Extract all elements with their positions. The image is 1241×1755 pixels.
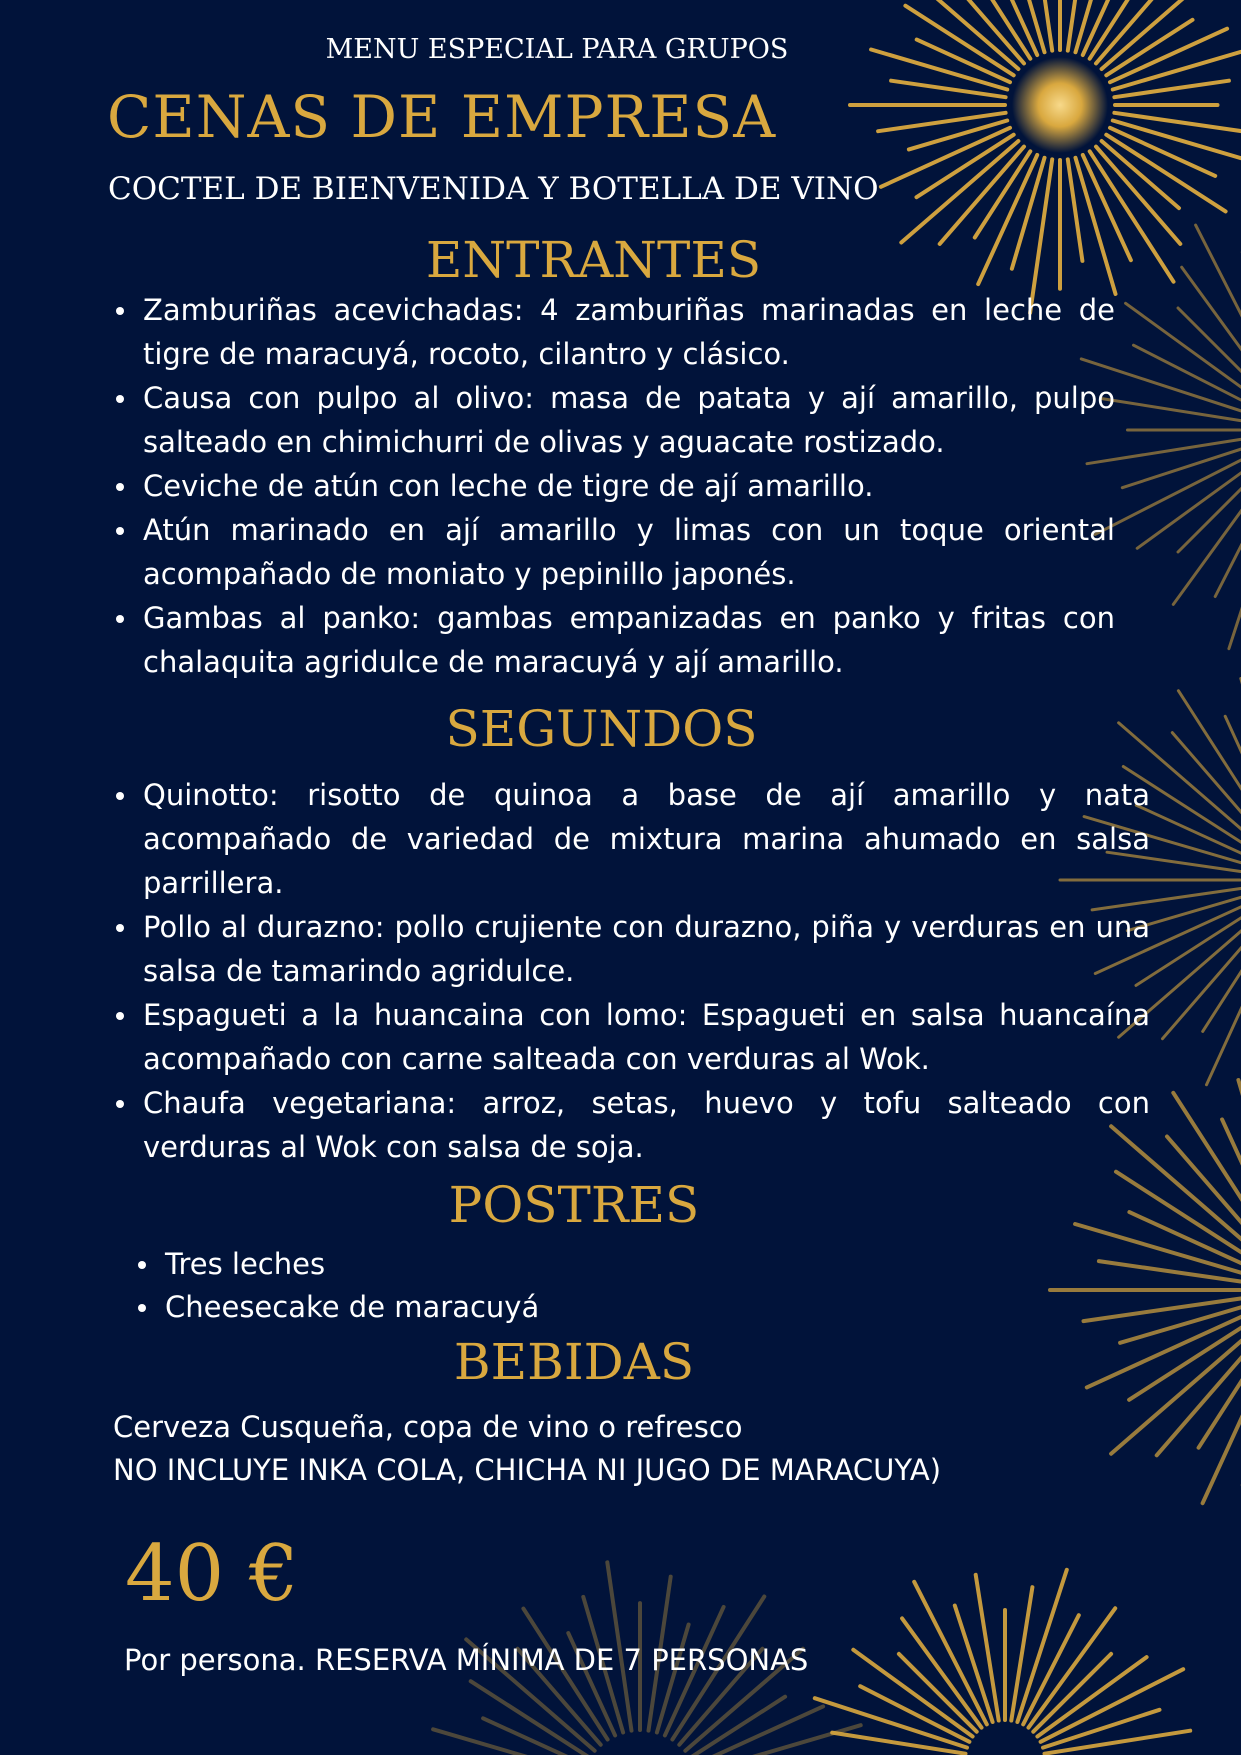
page-title: CENAS DE EMPRESA xyxy=(107,83,777,151)
menu-kicker: MENU ESPECIAL PARA GRUPOS xyxy=(325,34,789,65)
page-subtitle: COCTEL DE BIENVENIDA Y BOTELLA DE VINO xyxy=(108,171,879,207)
section-heading-segundos: SEGUNDOS xyxy=(445,700,758,758)
section-heading-entrantes: ENTRANTES xyxy=(425,231,762,289)
firework-ray xyxy=(1043,1710,1160,1748)
firework-ray xyxy=(901,141,1018,243)
firework-ray xyxy=(1045,1731,1191,1754)
firework-ray xyxy=(976,1575,999,1721)
list-item: Gambas al panko: gambas empanizadas en panko y fritas con chalaquita agridulce de maracuyá y ají amarillo. xyxy=(110,596,1115,684)
price-note: Por persona. RESERVA MÍNIMA DE 7 PERSONAS xyxy=(124,1643,809,1677)
section-heading-postres: POSTRES xyxy=(448,1176,700,1234)
firework-ray xyxy=(1101,399,1241,421)
firework-ray xyxy=(1011,1587,1032,1720)
list-item: Quinotto: risotto de quinoa a base de ají amarillo y nata acompañado de variedad de mixtura marina ahumado en salsa parrillera. xyxy=(110,773,1150,905)
firework-ray xyxy=(1102,0,1209,69)
price: 40 € xyxy=(125,1529,299,1619)
firework-ray xyxy=(433,1729,582,1755)
list-item: Chaufa vegetariana: arroz, setas, huevo y tofu salteado con verduras al Wok con salsa de soja. xyxy=(110,1081,1150,1169)
bebidas-text xyxy=(113,1406,941,1492)
list-item: Espagueti a la huancaina con lomo: Espagueti en salsa huancaína acompañado con carne salteada con verduras al Wok. xyxy=(110,993,1150,1081)
segundos-list xyxy=(110,773,1150,1169)
firework-ray xyxy=(1075,1224,1241,1273)
firework-ray xyxy=(1099,1261,1241,1281)
firework-ray xyxy=(955,1606,993,1723)
list-item: Cheesecake de maracuyá xyxy=(132,1286,732,1329)
firework-ray xyxy=(1095,457,1241,534)
firework-ray xyxy=(1203,931,1241,1032)
firework-ray xyxy=(1196,225,1241,376)
list-item: Causa con pulpo al olivo: masa de patata y ají amarillo, pulpo salteado en chimichurri de olivas y aguacate rostizado. xyxy=(110,376,1115,464)
list-item: Ceviche de atún con leche de tigre de ají amarillo. xyxy=(110,464,1115,508)
bebidas-note: NO INCLUYE INKA COLA, CHICHA NI JUGO DE MARACUYA) xyxy=(113,1453,942,1487)
list-item: Pollo al durazno: pollo crujiente con durazno, piña y verduras en una salsa de tamarindo agridulce. xyxy=(110,905,1150,993)
bebidas-line: Cerveza Cusqueña, copa de vino o refresco xyxy=(113,1410,743,1444)
list-item: Atún marinado en ají amarillo y limas con un toque oriental acompañado de moniato y pepinillo japonés. xyxy=(110,508,1115,596)
list-item: Zamburiñas acevichadas: 4 zamburiñas marinadas en leche de tigre de maracuyá, rocoto, cilantro y clásico. xyxy=(110,288,1115,376)
firework-ray xyxy=(1173,1093,1241,1240)
list-item: Tres leches xyxy=(132,1243,732,1286)
postres-list xyxy=(132,1243,732,1329)
firework-ray xyxy=(1084,1299,1241,1322)
firework-bottom-right-icon xyxy=(815,1570,1195,1755)
firework-ray xyxy=(832,1733,965,1754)
firework-glow-icon xyxy=(1012,57,1108,153)
section-heading-bebidas: BEBIDAS xyxy=(453,1333,695,1391)
entrantes-list xyxy=(110,288,1115,684)
